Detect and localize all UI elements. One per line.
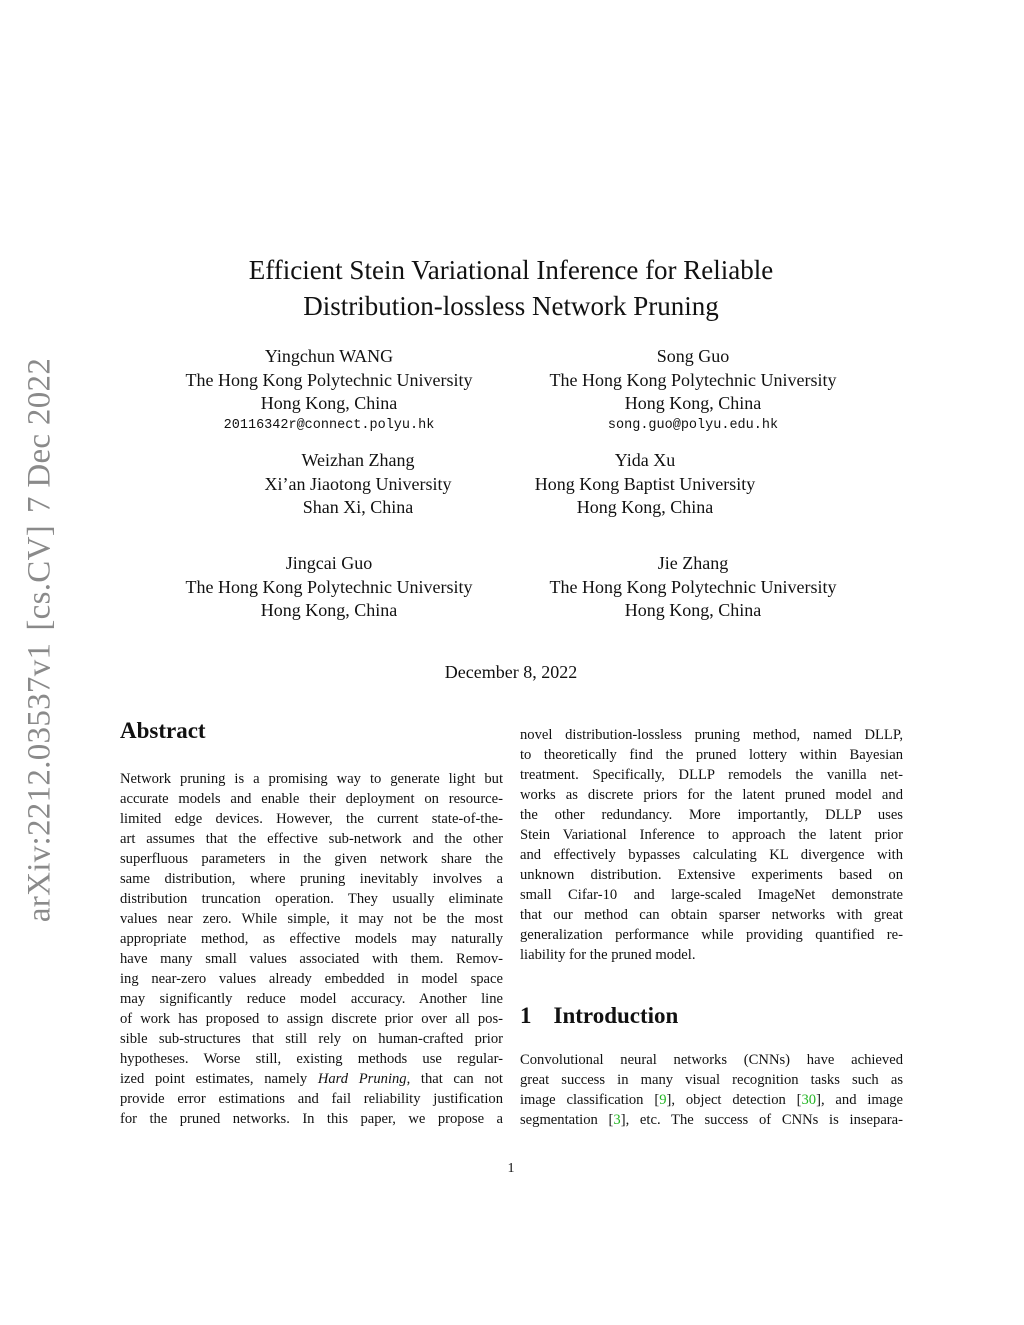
text-line bbox=[120, 889, 503, 909]
line-content: limited edge devices. However, the current state-of-the- bbox=[120, 811, 503, 827]
line-content: values near zero. While simple, it may not be the most bbox=[120, 911, 503, 927]
line-content: sible sub-structures that still rely on human-crafted prior bbox=[120, 1031, 503, 1047]
line-content: ized point estimates, namely Hard Pruning, that can not bbox=[120, 1071, 503, 1087]
author-location: Shan Xi, China bbox=[302, 497, 414, 517]
author-name: Yingchun WANG bbox=[264, 346, 394, 366]
line-content: liability for the pruned model. bbox=[520, 947, 696, 963]
citation-link[interactable]: 30 bbox=[801, 1092, 817, 1108]
text-line bbox=[520, 865, 903, 885]
text-line bbox=[520, 925, 903, 945]
page-number: 1 bbox=[507, 1161, 515, 1176]
line-content: great success in many visual recognition tasks such as bbox=[520, 1072, 903, 1088]
emphasis-text: Hard Pruning bbox=[317, 1071, 407, 1087]
line-content: have many small values associated with them. Remov- bbox=[120, 951, 503, 967]
line-content: may significantly reduce model accuracy. Another line bbox=[120, 991, 503, 1007]
section-heading-introduction: 1 Introduction bbox=[520, 1003, 679, 1028]
text-line bbox=[520, 785, 903, 805]
text-line bbox=[520, 945, 903, 965]
line-content: for the pruned networks. In this paper, we propose a bbox=[120, 1111, 503, 1127]
line-content: and effectively bypasses calculating KL divergence with bbox=[520, 847, 903, 863]
line-content: appropriate method, as effective models may naturally bbox=[120, 931, 503, 947]
line-content: image classification [9], object detection [30], and image bbox=[520, 1092, 903, 1108]
line-content: that our method can obtain sparser networks with great bbox=[520, 907, 903, 923]
line-content: novel distribution-lossless pruning method, named DLLP, bbox=[520, 727, 903, 743]
text-line bbox=[520, 905, 903, 925]
paper-title: Efficient Stein Variational Inference for Reliable Distribution-lossless Network Pruning bbox=[248, 255, 774, 321]
line-content: unknown distribution. Extensive experiments based on bbox=[520, 867, 903, 883]
abstract-right-column bbox=[520, 725, 903, 965]
line-content: same distribution, where pruning inevitably involves a bbox=[120, 871, 503, 887]
text-line bbox=[520, 1090, 903, 1110]
abstract-left-column bbox=[120, 769, 503, 1129]
introduction-text bbox=[520, 1050, 903, 1130]
line-content: accurate models and enable their deployment on resource- bbox=[120, 791, 503, 807]
author-location: Hong Kong, China bbox=[260, 393, 398, 413]
author-name: Song Guo bbox=[656, 346, 730, 366]
text-line bbox=[520, 1070, 903, 1090]
author-name: Yida Xu bbox=[614, 450, 676, 470]
author-location: Hong Kong, China bbox=[624, 600, 762, 620]
line-content: ing near-zero values already embedded in model space bbox=[120, 971, 503, 987]
text-line bbox=[520, 805, 903, 825]
text-line bbox=[520, 765, 903, 785]
text-line bbox=[120, 909, 503, 929]
line-content: small Cifar-10 and large-scaled ImageNet demonstrate bbox=[520, 887, 903, 903]
text-line bbox=[520, 845, 903, 865]
author-affiliation: The Hong Kong Polytechnic University bbox=[185, 369, 473, 390]
line-content: provide error estimations and fail reliability justification bbox=[120, 1091, 503, 1107]
text-line bbox=[120, 829, 503, 849]
arxiv-stamp: arXiv:2212.03537v1[cs.CV]7 Dec 2022 bbox=[21, 357, 58, 923]
line-content: generalization performance while providing quantified re- bbox=[520, 927, 903, 943]
author-affiliation: The Hong Kong Polytechnic University bbox=[549, 369, 837, 390]
author-block bbox=[265, 449, 452, 520]
line-content: of work has proposed to assign discrete prior over all pos- bbox=[120, 1011, 503, 1027]
text-line bbox=[120, 1069, 503, 1089]
text-line bbox=[520, 725, 903, 745]
author-block bbox=[550, 345, 837, 436]
author-location: Hong Kong, China bbox=[576, 497, 714, 517]
line-content: segmentation [3], etc. The success of CNNs is insepara- bbox=[520, 1112, 903, 1128]
author-name: Jingcai Guo bbox=[285, 553, 373, 573]
text-line bbox=[520, 885, 903, 905]
text-line bbox=[520, 745, 903, 765]
text-line bbox=[120, 849, 503, 869]
author-affiliation: Hong Kong Baptist University bbox=[534, 473, 756, 494]
line-content: Convolutional neural networks (CNNs) have achieved bbox=[520, 1052, 903, 1068]
citation-link[interactable]: 9 bbox=[659, 1092, 667, 1108]
line-content: art assumes that the effective sub-network and the other bbox=[120, 831, 503, 847]
line-content: distribution truncation operation. They usually eliminate bbox=[120, 891, 503, 907]
text-line bbox=[120, 949, 503, 969]
author-block bbox=[535, 449, 756, 520]
line-content: Stein Variational Inference to approach the latent prior bbox=[520, 827, 903, 843]
text-line bbox=[120, 1089, 503, 1109]
author-location: Hong Kong, China bbox=[260, 600, 398, 620]
line-content: Network pruning is a promising way to generate light but bbox=[120, 771, 503, 787]
citation-link[interactable]: 3 bbox=[613, 1112, 621, 1128]
text-line bbox=[120, 929, 503, 949]
text-line bbox=[520, 825, 903, 845]
author-name: Jie Zhang bbox=[657, 553, 729, 573]
text-line bbox=[120, 1109, 503, 1129]
author-email[interactable]: 20116342r@connect.polyu.hk bbox=[223, 417, 435, 433]
author-affiliation: The Hong Kong Polytechnic University bbox=[549, 576, 837, 597]
line-content: to theoretically find the pruned lottery within Bayesian bbox=[520, 747, 903, 763]
author-location: Hong Kong, China bbox=[624, 393, 762, 413]
line-content: hypotheses. Worse still, existing methods use regular- bbox=[120, 1051, 503, 1067]
author-name: Weizhan Zhang bbox=[301, 450, 415, 470]
paper-date: December 8, 2022 bbox=[444, 662, 578, 682]
line-content: treatment. Specifically, DLLP remodels the vanilla net- bbox=[520, 767, 903, 783]
author-block bbox=[550, 552, 837, 623]
text-line bbox=[520, 1110, 903, 1130]
line-content: superfluous parameters in the given network share the bbox=[120, 851, 503, 867]
text-line bbox=[120, 1029, 503, 1049]
text-line bbox=[120, 1009, 503, 1029]
text-line bbox=[120, 869, 503, 889]
text-line bbox=[120, 769, 503, 789]
author-affiliation: The Hong Kong Polytechnic University bbox=[185, 576, 473, 597]
text-line bbox=[520, 1050, 903, 1070]
text-line bbox=[120, 809, 503, 829]
text-line bbox=[120, 969, 503, 989]
text-line bbox=[120, 989, 503, 1009]
author-affiliation: Xi’an Jiaotong University bbox=[264, 473, 452, 494]
author-block bbox=[186, 345, 473, 436]
author-email[interactable]: song.guo@polyu.edu.hk bbox=[607, 417, 779, 433]
author-block bbox=[186, 552, 473, 623]
line-content: the other redundancy. More importantly, DLLP uses bbox=[520, 807, 903, 823]
line-content: works as discrete priors for the latent pruned model and bbox=[520, 787, 903, 803]
text-line bbox=[120, 1049, 503, 1069]
abstract-heading: Abstract bbox=[120, 718, 206, 743]
text-line bbox=[120, 789, 503, 809]
